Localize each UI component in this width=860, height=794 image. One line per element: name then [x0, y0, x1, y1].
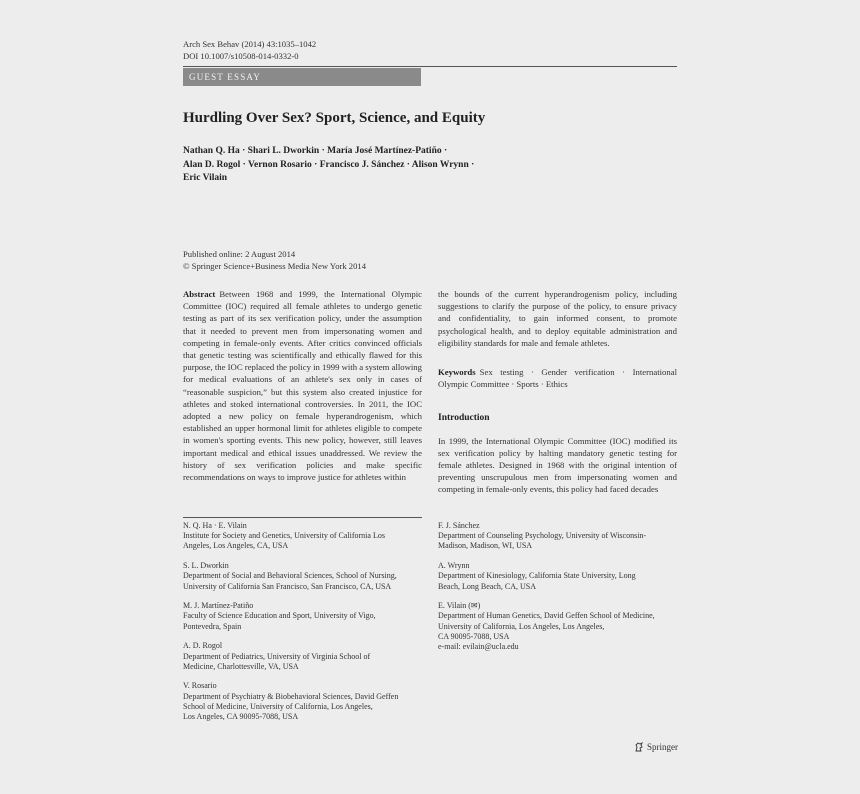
affiliation-line: Department of Counseling Psychology, University of Wisconsin-	[438, 531, 647, 541]
keywords	[438, 366, 677, 390]
abstract-text: Between 1968 and 1999, the International Olympic Committee (IOC) required all female athletes to undergo genetic testing as part of its sex verification policy, under the assumption that it needed to prevent men from impersonating women and competing in female-only events. After critics convinced officials that genetic testing was scientifically and ethically flawed for this purpose, the IOC replaced the policy in 1999 with a system allowing for medical evaluations of an athlete's sex only in cases of “reasonable suspicion,” but this system also created injustice for athletes and stoked international controversies. In 2011, the IOC adopted a new policy on female hyperandrogenism, which established an upper hormonal limit for athletes eligible to compete in women's sporting events. This new policy, however, still leaves important medical and ethical issues unaddressed. We review the history of sex verification policies and make specific recommendations on ways to improve justice for athletes within	[183, 289, 422, 483]
email-address[interactable]: e-mail: evilain@ucla.edu	[438, 642, 519, 652]
author-list	[183, 145, 563, 186]
affiliation	[183, 681, 433, 722]
affiliation-rule	[183, 517, 422, 518]
author-line: Eric Vilain	[183, 173, 228, 183]
published-date: Published online: 2 August 2014	[183, 249, 296, 259]
affiliation-name: A. D. Rogol	[183, 641, 223, 651]
affiliation-name: N. Q. Ha · E. Vilain	[183, 521, 247, 530]
affiliation-name: M. J. Martínez-Patiño	[183, 601, 254, 611]
affiliation-line: University of California, Los Angeles, Los Angeles,	[438, 621, 605, 631]
publisher-logo	[634, 742, 678, 752]
section-label: GUEST ESSAY	[183, 68, 421, 86]
affiliation-line: Los Angeles, CA 90095-7088, USA	[183, 712, 299, 722]
abstract-continued: the bounds of the current hyperandrogenism policy, including suggestions to clarify the purpose of the policy, to ensure privacy and confidentiality, to gain informed consent, to promote psychological health, and to deploy equitable administration and eligibility standards for male and female athletes.	[438, 289, 677, 348]
right-column	[438, 288, 677, 496]
abstract-label: Abstract	[183, 289, 216, 299]
introduction-text: In 1999, the International Olympic Committee (IOC) modified its sex verification policy by halting mandatory genetic testing for female athletes. Designed in 1968 with the original intention of preventing unscrupulous men from impersonating women and competing in female-only events, this policy had faced decades	[438, 435, 677, 495]
affiliation	[183, 601, 433, 632]
affiliation-line: CA 90095-7088, USA	[438, 631, 510, 641]
affiliation-line: Department of Psychiatry & Biobehavioral Sciences, David Geffen	[183, 691, 399, 701]
keywords-label: Keywords	[438, 367, 476, 378]
affiliation-line: Faculty of Science Education and Sport, University of Vigo,	[183, 611, 376, 621]
journal-header	[183, 38, 316, 62]
author-line: Alan D. Rogol · Vernon Rosario · Francisco J. Sánchez · Alison Wrynn ·	[183, 159, 475, 170]
affiliation	[183, 561, 433, 592]
affiliations-right	[438, 521, 688, 662]
affiliation-line: Department of Human Genetics, David Geffen School of Medicine,	[438, 611, 655, 621]
abstract-column	[183, 288, 422, 483]
affiliation-line: Department of Kinesiology, California State University, Long	[438, 571, 636, 581]
affiliation-name: A. Wrynn	[438, 561, 470, 571]
springer-horse-icon	[634, 742, 644, 752]
affiliation-line: Medicine, Charlottesville, VA, USA	[183, 661, 299, 671]
introduction-heading: Introduction	[438, 413, 490, 424]
header-rule	[183, 66, 677, 67]
affiliations-left	[183, 521, 433, 732]
abstract	[183, 288, 422, 483]
affiliation-name: E. Vilain (✉)	[438, 601, 481, 611]
affiliation-line: Pontevedra, Spain	[183, 621, 242, 631]
keywords-text: Sex testing · Gender verification · International Olympic Committee · Sports · Ethics	[438, 367, 677, 390]
affiliation-line: Institute for Society and Genetics, University of California Los	[183, 531, 385, 541]
affiliation-line: Beach, Long Beach, CA, USA	[438, 581, 536, 591]
journal-citation: Arch Sex Behav (2014) 43:1035–1042	[183, 39, 317, 49]
affiliation	[183, 521, 433, 552]
author-line: Nathan Q. Ha · Shari L. Dworkin · María José Martínez-Patiño ·	[183, 146, 448, 156]
paper-title: Hurdling Over Sex? Sport, Science, and Equity	[183, 110, 486, 126]
affiliation-line: Department of Pediatrics, University of Virginia School of	[183, 651, 371, 661]
affiliation	[183, 641, 433, 672]
affiliation	[438, 601, 688, 652]
publication-info	[183, 248, 366, 272]
affiliation-line: University of California San Francisco, San Francisco, CA, USA	[183, 581, 392, 591]
affiliation	[438, 521, 688, 552]
affiliation-name: F. J. Sánchez	[438, 521, 480, 530]
affiliation-line: Angeles, Los Angeles, CA, USA	[183, 541, 289, 551]
affiliation-name: V. Rosario	[183, 681, 217, 691]
affiliation-line: Department of Social and Behavioral Sciences, School of Nursing,	[183, 571, 397, 581]
affiliation	[438, 561, 688, 592]
affiliation-line: Madison, Madison, WI, USA	[438, 541, 533, 551]
affiliation-line: School of Medicine, University of California, Los Angeles,	[183, 701, 373, 711]
publisher-name: Springer	[647, 742, 678, 752]
doi-line: DOI 10.1007/s10508-014-0332-0	[183, 51, 299, 61]
affiliation-name: S. L. Dworkin	[183, 561, 229, 571]
copyright-line: © Springer Science+Business Media New York 2014	[183, 261, 366, 271]
